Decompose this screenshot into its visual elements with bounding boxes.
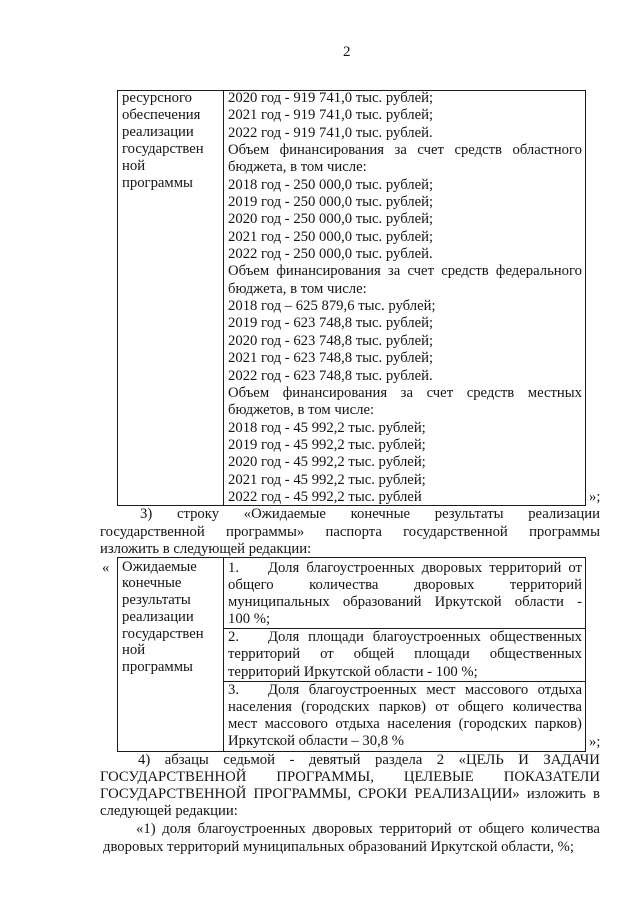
word: ЗАДАЧИ	[543, 751, 600, 768]
word: Объем	[228, 384, 270, 401]
word: за	[400, 384, 413, 401]
word: общего	[228, 576, 274, 593]
result-item-line: Иркутской области – 30,8 %	[228, 733, 404, 750]
row-label-line: Ожидаемые	[122, 558, 197, 575]
word: местных	[527, 384, 582, 401]
word: дворовых	[312, 821, 373, 838]
word: населения	[228, 699, 292, 715]
funding-line: 2022 год - 45 992,2 тыс. рублей	[228, 488, 422, 505]
paragraph-3	[100, 506, 600, 558]
result-item-line	[228, 699, 582, 716]
word: -	[289, 751, 295, 768]
word: 2	[436, 751, 445, 768]
word: Доля	[268, 629, 300, 646]
funding-line: 2020 год - 250 000,0 тыс. рублей;	[228, 211, 434, 228]
paragraph-line: изложить в следующей редакции:	[100, 540, 312, 557]
word: финансирования	[279, 142, 385, 159]
row-label-line: результаты	[122, 592, 191, 609]
paragraph-line: следующей редакции:	[100, 803, 238, 820]
funding-line: 2020 год - 623 748,8 тыс. рублей;	[228, 332, 434, 349]
word: строку	[176, 506, 220, 523]
word: ГОСУДАРСТВЕННОЙ	[100, 768, 247, 785]
row-label-line: программы	[122, 175, 193, 192]
word: территорий	[489, 559, 562, 576]
row-label-line: ной	[122, 642, 146, 659]
word: от	[458, 821, 472, 838]
resource-provision-table	[117, 90, 586, 506]
funding-heading-line: бюджетов, в том числе:	[228, 402, 375, 419]
word: площади	[414, 646, 470, 663]
word: программы	[529, 523, 600, 540]
funding-line: 2020 год - 919 741,0 тыс. рублей;	[228, 90, 434, 106]
word: ЦЕЛЕВЫЕ	[403, 768, 474, 785]
word: Иркутской	[434, 593, 502, 610]
result-item-number: 2.	[228, 629, 240, 646]
paragraph-line	[140, 506, 600, 523]
funding-heading-line	[228, 142, 582, 159]
word: за	[387, 263, 401, 280]
paragraph-line: дворовых территорий муниципальных образований Иркутской области, %;	[103, 838, 574, 855]
result-item-line	[268, 629, 582, 646]
word: счет	[426, 384, 454, 401]
result-item-number: 1.	[228, 559, 240, 576]
word: областного	[512, 142, 582, 159]
row-label-line: государствен	[122, 625, 204, 642]
row-label-line: обеспечения	[122, 107, 201, 124]
word: территорий	[379, 821, 452, 838]
word: изложить	[526, 786, 586, 803]
word: количества	[530, 821, 600, 838]
funding-line: 2021 год - 45 992,2 тыс. рублей;	[228, 471, 426, 488]
word: ПОКАЗАТЕЛИ	[503, 768, 600, 785]
word: Объем	[228, 142, 270, 159]
paragraph-4	[100, 752, 600, 821]
word: общего	[457, 699, 504, 715]
paragraph-line	[100, 769, 600, 786]
word: Доля	[268, 681, 300, 698]
row-label-line: ной	[122, 158, 146, 175]
paragraph-5	[100, 821, 600, 856]
word: территорий	[228, 646, 301, 663]
funding-heading-line: бюджета, в том числе:	[228, 159, 367, 176]
closing-quote: »;	[589, 733, 601, 750]
paragraph-line	[136, 821, 600, 838]
paragraph-line	[100, 524, 600, 541]
row-label-line: реализации	[122, 608, 194, 625]
word: (городских	[301, 699, 370, 715]
word: общего	[478, 821, 525, 838]
word: конечные	[350, 506, 411, 523]
expected-results-table	[117, 557, 586, 752]
word: благоустроенных	[197, 821, 306, 838]
result-item-line: территорий Иркутской области - 100 %;	[228, 663, 478, 680]
word: населения	[387, 716, 452, 733]
paragraph-line	[100, 786, 600, 803]
word: раздела	[375, 751, 423, 768]
word: счет	[417, 142, 444, 159]
word: дворовых	[421, 559, 483, 576]
word: парков)	[378, 699, 427, 715]
result-item-line	[228, 716, 582, 733]
result-item-first-line	[228, 629, 582, 646]
word: средств	[454, 142, 502, 159]
word: средств	[441, 263, 489, 280]
paragraph-line	[138, 752, 600, 769]
word: мест	[426, 681, 456, 698]
funding-line: 2018 год – 625 879,6 тыс. рублей;	[228, 298, 436, 315]
word: (городских	[458, 716, 528, 733]
funding-line: 2021 год - 919 741,0 тыс. рублей;	[228, 107, 434, 124]
word: в	[593, 786, 600, 803]
funding-line: 2021 год - 623 748,8 тыс. рублей;	[228, 350, 434, 367]
result-item-3	[224, 681, 585, 751]
word: образований	[342, 593, 422, 610]
row-value-cell	[224, 90, 585, 506]
funding-heading-line	[228, 385, 582, 402]
funding-line: 2018 год - 250 000,0 тыс. рублей;	[228, 176, 434, 193]
word: СРОКИ	[358, 786, 408, 803]
word: ГОСУДАРСТВЕННОЙ	[100, 786, 247, 803]
funding-line: 2021 год - 250 000,0 тыс. рублей;	[228, 228, 434, 245]
row-label-line: ресурсного	[122, 90, 192, 106]
row-label-cell	[118, 90, 223, 192]
funding-heading-line: бюджета, в том числе:	[228, 280, 367, 297]
word: от	[320, 646, 334, 663]
word: количества	[512, 699, 582, 715]
word: отдыха	[335, 716, 380, 733]
result-item-2	[224, 628, 585, 681]
result-item-first-line	[228, 560, 582, 577]
word: финансирования	[282, 384, 388, 401]
word: девятый	[308, 751, 361, 768]
word: массового	[264, 716, 328, 733]
word: «Ожидаемые	[243, 506, 326, 523]
funding-line: 2020 год - 45 992,2 тыс. рублей;	[228, 454, 426, 471]
result-item-line	[228, 594, 582, 611]
word: -	[577, 593, 582, 610]
row-label-line: реализации	[122, 124, 194, 141]
result-item-line	[268, 560, 582, 577]
word: «1)	[136, 821, 156, 838]
word: Объем	[228, 263, 270, 280]
funding-line: 2022 год - 623 748,8 тыс. рублей.	[228, 367, 433, 384]
row-label-line: конечные	[122, 575, 182, 592]
word: количества	[309, 576, 379, 593]
word: седьмой	[223, 751, 275, 768]
word: благоустроенных	[306, 559, 415, 576]
word: результаты	[434, 506, 504, 523]
word: территорий	[509, 576, 582, 593]
funding-line: 2018 год - 45 992,2 тыс. рублей;	[228, 419, 426, 436]
word: 4)	[138, 751, 151, 768]
word: доля	[162, 821, 191, 838]
word: паспорта	[325, 523, 382, 540]
word: государственной	[100, 523, 205, 540]
result-item-line	[268, 682, 582, 699]
result-item-line: 100 %;	[228, 611, 271, 628]
word: площади	[308, 629, 364, 646]
row-label-line: программы	[122, 659, 193, 676]
word: общественных	[489, 629, 582, 646]
word: программы»	[225, 523, 305, 540]
funding-line: 2022 год - 250 000,0 тыс. рублей.	[228, 246, 433, 263]
word: отдыха	[537, 681, 582, 698]
word: федерального	[495, 263, 582, 280]
word: парков)	[534, 716, 582, 733]
word: массового	[464, 681, 529, 698]
result-item-line	[228, 577, 582, 594]
funding-heading-line	[228, 263, 582, 280]
word: И	[518, 751, 529, 768]
word: дворовых	[413, 576, 475, 593]
funding-line: 2019 год - 250 000,0 тыс. рублей;	[228, 194, 434, 211]
funding-line: 2022 год - 919 741,0 тыс. рублей.	[228, 124, 433, 141]
word: общей	[353, 646, 395, 663]
word: области	[514, 593, 564, 610]
word: ПРОГРАММЫ,	[276, 768, 374, 785]
word: счет	[407, 263, 434, 280]
word: ПРОГРАММЫ,	[253, 786, 352, 803]
opening-quote: «	[102, 559, 110, 576]
result-item-1	[224, 560, 585, 629]
word: РЕАЛИЗАЦИИ»	[414, 786, 520, 803]
row-label-cell	[118, 559, 223, 677]
word: за	[394, 142, 407, 159]
word: средств	[466, 384, 515, 401]
funding-line: 2019 год - 623 748,8 тыс. рублей;	[228, 315, 434, 332]
row-value-cell	[224, 560, 585, 751]
word: муниципальных	[228, 593, 330, 610]
result-item-first-line	[228, 682, 582, 699]
page-number: 2	[343, 44, 351, 60]
word: Доля	[268, 559, 300, 576]
result-item-number: 3.	[228, 681, 240, 698]
word: благоустроенных	[308, 681, 417, 698]
word: благоустроенных	[372, 629, 481, 646]
word: общественных	[489, 646, 582, 663]
word: от	[568, 559, 582, 576]
row-label-line: государствен	[122, 141, 204, 158]
funding-line: 2019 год - 45 992,2 тыс. рублей;	[228, 436, 426, 453]
result-item-line	[228, 646, 582, 663]
word: государственной	[403, 523, 508, 540]
word: от	[435, 699, 449, 715]
word: финансирования	[276, 263, 381, 280]
closing-quote: »;	[589, 489, 601, 505]
word: «ЦЕЛЬ	[458, 751, 504, 768]
word: 3)	[140, 506, 153, 523]
word: мест	[228, 716, 258, 733]
word: абзацы	[164, 751, 209, 768]
word: реализации	[528, 506, 600, 523]
